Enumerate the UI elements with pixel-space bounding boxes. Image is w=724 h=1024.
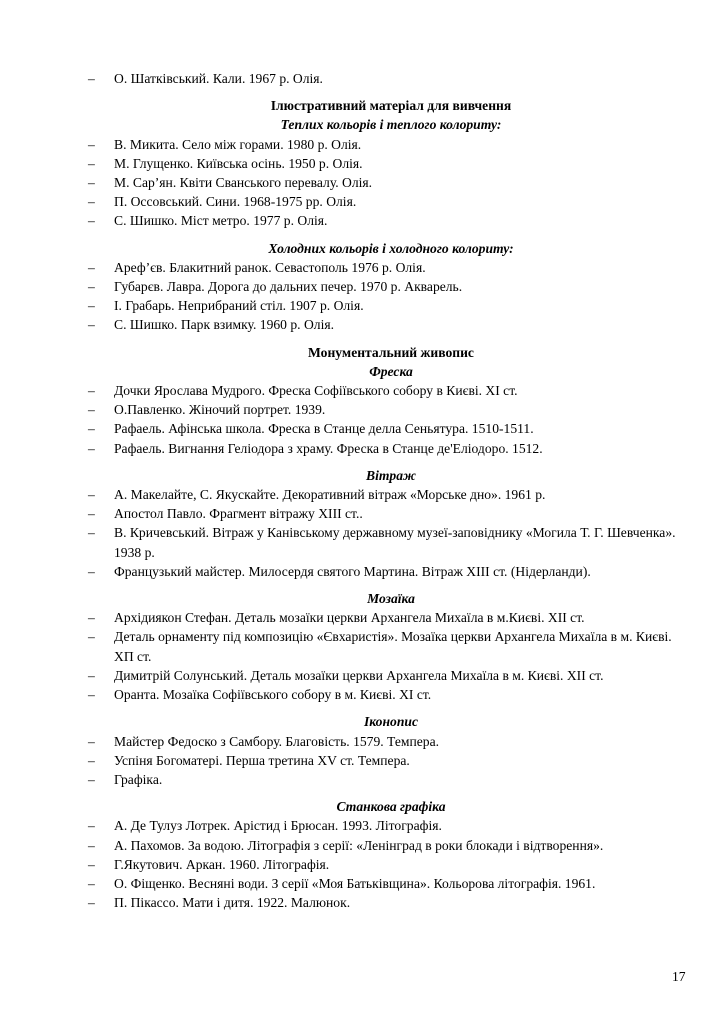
list-item-text: М. Глущенко. Київська осінь. 1950 р. Олія. bbox=[114, 155, 363, 171]
list-item bbox=[88, 666, 694, 685]
list-dash: – bbox=[88, 752, 95, 768]
section-heading: Ілюстративний матеріал для вивчення bbox=[270, 98, 512, 114]
subsection-heading: Іконопис bbox=[364, 714, 418, 730]
list-dash: – bbox=[88, 687, 95, 703]
list-dash: – bbox=[88, 421, 95, 437]
list-dash: – bbox=[88, 487, 95, 503]
list-item bbox=[88, 315, 694, 334]
list-item-text: О. Шатківський. Кали. 1967 р. Олія. bbox=[114, 71, 323, 86]
subsection-heading: Мозаїка bbox=[367, 591, 415, 607]
list-item bbox=[88, 836, 694, 855]
list-item bbox=[88, 277, 694, 296]
subsection-heading: Холодних кольорів і холодного колориту: bbox=[268, 240, 514, 256]
list-item-text: Г.Якутович. Аркан. 1960. Літографія. bbox=[114, 856, 330, 872]
list-item bbox=[88, 439, 694, 458]
list-item bbox=[88, 504, 694, 523]
list-item bbox=[88, 381, 694, 400]
list-item-text: О. Фіщенко. Весняні води. З серії «Моя Батьківщина». Кольорова літографія. 1961. bbox=[114, 875, 596, 891]
list-item bbox=[88, 523, 694, 561]
list-item-text: Ареф’єв. Блакитний ранок. Севастополь 1976 р. Олія. bbox=[114, 259, 426, 275]
list-item bbox=[88, 770, 694, 789]
list-dash: – bbox=[88, 402, 95, 418]
list-item-text: Успіня Богоматері. Перша третина XV ст. Темпера. bbox=[114, 752, 410, 768]
list-item bbox=[88, 874, 694, 893]
list-item-text: П. Пікассо. Мати і дитя. 1922. Малюнок. bbox=[114, 895, 351, 911]
subsection-heading: Фреска bbox=[369, 363, 413, 379]
list-dash: – bbox=[88, 259, 95, 275]
list-item bbox=[88, 419, 694, 438]
list-dash: – bbox=[88, 629, 95, 645]
list-dash: – bbox=[88, 856, 95, 872]
list-dash: – bbox=[88, 525, 95, 541]
list-item-text: Майстер Федоско з Самбору. Благовість. 1579. Темпера. bbox=[114, 733, 440, 749]
list-item bbox=[88, 173, 694, 192]
list-item bbox=[88, 400, 694, 419]
list-item bbox=[88, 258, 694, 277]
list-dash: – bbox=[88, 733, 95, 749]
list-item-text: Рафаель. Афінська школа. Фреска в Станце делла Сеньятура. 1510-1511. bbox=[114, 421, 534, 437]
list-item-text: Апостол Павло. Фрагмент вітражу XIII ст.. bbox=[114, 506, 363, 522]
list-dash: – bbox=[88, 610, 95, 626]
subsection-heading: Теплих кольорів і теплого колориту: bbox=[280, 117, 502, 133]
list-item-text: І. Грабарь. Неприбраний стіл. 1907 р. Олія. bbox=[114, 298, 364, 314]
list-item bbox=[88, 893, 694, 912]
list-item-text: О.Павленко. Жіночий портрет. 1939. bbox=[114, 402, 326, 418]
list-dash: – bbox=[88, 175, 95, 191]
list-item-text: В. Микита. Село між горами. 1980 р. Олія. bbox=[114, 136, 362, 152]
list-dash: – bbox=[88, 506, 95, 522]
list-item-text: Графіка. bbox=[114, 771, 163, 787]
list-item-text: С. Шишко. Парк взимку. 1960 р. Олія. bbox=[114, 317, 334, 333]
list-item-text: А. Де Тулуз Лотрек. Арістид і Брюсан. 1993. Літографія. bbox=[114, 818, 442, 834]
list-item-text: А. Макелайте, С. Якускайте. Декоративний вітраж «Морське дно». 1961 р. bbox=[114, 487, 546, 503]
list-dash: – bbox=[88, 440, 95, 456]
subsection-heading: Вітраж bbox=[366, 467, 416, 483]
list-item bbox=[88, 562, 694, 581]
list-item bbox=[88, 135, 694, 154]
list-item-text: С. Шишко. Міст метро. 1977 р. Олія. bbox=[114, 213, 328, 229]
list-item-text: А. Пахомов. За водою. Літографія з серії: «Ленінград в роки блокади і відтворення». bbox=[114, 837, 604, 853]
list-dash: – bbox=[88, 563, 95, 579]
list-item-text: Губарєв. Лавра. Дорога до дальних печер. 1970 р. Акварель. bbox=[114, 279, 463, 295]
list-dash: – bbox=[88, 818, 95, 834]
list-dash: – bbox=[88, 667, 95, 683]
list-item-text: П. Оссовський. Сини. 1968-1975 рр. Олія. bbox=[114, 194, 357, 210]
list-dash: – bbox=[88, 317, 95, 333]
section-heading: Монументальний живопис bbox=[308, 344, 474, 360]
list-item bbox=[88, 816, 694, 835]
list-item bbox=[88, 732, 694, 751]
list-item bbox=[88, 296, 694, 315]
list-item-text: Архідиякон Стефан. Деталь мозаїки церкви Архангела Михаїла в м.Києві. XII ст. bbox=[114, 610, 585, 626]
list-item bbox=[88, 69, 694, 88]
list-dash: – bbox=[88, 155, 95, 171]
list-item-text: М. Сар’ян. Квіти Сванського перевалу. Олія. bbox=[114, 175, 373, 191]
list-item bbox=[88, 608, 694, 627]
list-dash: – bbox=[88, 136, 95, 152]
list-item-text: Оранта. Мозаїка Софіївського собору в м. Києві. XI ст. bbox=[114, 687, 432, 703]
list-dash: – bbox=[88, 194, 95, 210]
list-item bbox=[88, 485, 694, 504]
list-item-text: Французький майстер. Милосердя святого Мартина. Вітраж XIII ст. (Нідерланди). bbox=[114, 563, 591, 579]
list-item bbox=[88, 855, 694, 874]
list-item bbox=[88, 685, 694, 704]
list-item bbox=[88, 154, 694, 173]
list-item bbox=[88, 751, 694, 770]
list-item-text: Деталь орнаменту під композицію «Євхаристія». Мозаїка церкви Архангела Михаїла в м. Києві. ХП ст. bbox=[114, 629, 672, 664]
list-dash: – bbox=[88, 298, 95, 314]
list-dash: – bbox=[88, 383, 95, 399]
list-item bbox=[88, 627, 694, 665]
list-dash: – bbox=[88, 279, 95, 295]
list-dash: – bbox=[88, 71, 95, 86]
document-content bbox=[88, 69, 694, 912]
list-item-text: В. Кричевський. Вітраж у Канівському державному музеї-заповіднику «Могила Т. Г. Шевченка». 1938 р. bbox=[114, 525, 676, 560]
list-item-text: Рафаель. Вигнання Геліодора з храму. Фреска в Станце де'Еліодоро. 1512. bbox=[114, 440, 543, 456]
list-dash: – bbox=[88, 213, 95, 229]
list-dash: – bbox=[88, 771, 95, 787]
list-dash: – bbox=[88, 895, 95, 911]
list-item-text: Дочки Ярослава Мудрого. Фреска Софіївського собору в Києві. XI ст. bbox=[114, 383, 518, 399]
list-item bbox=[88, 192, 694, 211]
list-dash: – bbox=[88, 837, 95, 853]
list-item bbox=[88, 211, 694, 230]
list-dash: – bbox=[88, 875, 95, 891]
subsection-heading: Станкова графіка bbox=[336, 799, 446, 815]
list-item-text: Димитрій Солунський. Деталь мозаїки церкви Архангела Михаїла в м. Києві. XII ст. bbox=[114, 667, 604, 683]
page-number: 17 bbox=[672, 969, 686, 984]
